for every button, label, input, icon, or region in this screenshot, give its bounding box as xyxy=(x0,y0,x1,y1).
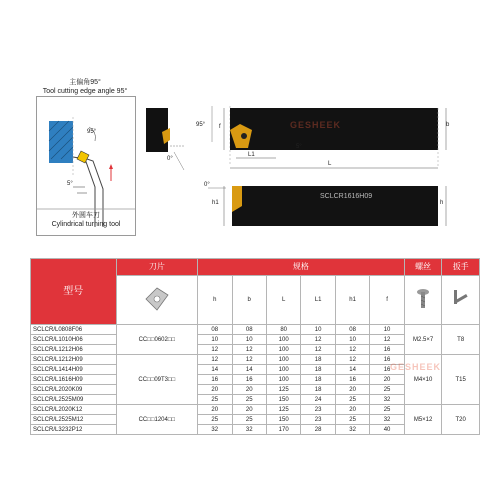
value-cell: 16 xyxy=(370,345,404,355)
screw-icon xyxy=(412,286,434,312)
value-cell: 25 xyxy=(335,415,369,425)
front-0deg-label: 0° xyxy=(167,156,173,162)
insert-group-1: CC□□0602□□ xyxy=(116,325,197,355)
value-cell: 16 xyxy=(370,365,404,375)
side-h-label: h xyxy=(440,200,444,206)
screw-icon-cell xyxy=(404,276,442,325)
value-cell: 125 xyxy=(266,385,300,395)
side-view-body xyxy=(232,186,438,226)
value-cell: 25 xyxy=(232,415,266,425)
value-cell: 12 xyxy=(301,345,335,355)
angle-caption xyxy=(36,78,134,96)
top-95-label: 95° xyxy=(196,122,206,128)
value-cell: 10 xyxy=(370,325,404,335)
spec-table xyxy=(30,258,480,435)
model-cell: SCLCR/L2525M09 xyxy=(31,395,117,405)
value-cell: 32 xyxy=(335,425,369,435)
value-cell: 12 xyxy=(232,355,266,365)
front-view xyxy=(140,106,186,172)
model-cell: SCLCR/L1010H06 xyxy=(31,335,117,345)
value-cell: 18 xyxy=(301,365,335,375)
value-cell: 32 xyxy=(370,395,404,405)
model-cell: SCLCR/L2525M12 xyxy=(31,415,117,425)
screw-group-3: M5×12 xyxy=(404,405,442,435)
value-cell: 16 xyxy=(370,355,404,365)
value-cell: 25 xyxy=(370,385,404,395)
value-cell: 12 xyxy=(198,355,232,365)
angle-caption-en: Tool cutting edge angle 95° xyxy=(42,88,128,95)
value-cell: 16 xyxy=(232,375,266,385)
wrench-icon-cell xyxy=(442,276,480,325)
model-cell: SCLCR/L1414H09 xyxy=(31,365,117,375)
turning-diagram xyxy=(36,96,136,236)
value-cell: 25 xyxy=(198,395,232,405)
value-cell: 150 xyxy=(266,395,300,405)
brand-watermark-top: GESHEEK xyxy=(290,120,342,130)
top-b-label: b xyxy=(446,122,450,128)
value-cell: 14 xyxy=(232,365,266,375)
model-cell: SCLCR/L1212H09 xyxy=(31,355,117,365)
value-cell: 18 xyxy=(301,385,335,395)
value-cell: 20 xyxy=(232,385,266,395)
clamp-screw-icon xyxy=(241,133,247,139)
diagram-95-label: 95° xyxy=(87,129,97,135)
table-row xyxy=(31,325,480,335)
value-cell: 32 xyxy=(232,425,266,435)
value-cell: 12 xyxy=(198,345,232,355)
value-cell: 23 xyxy=(301,405,335,415)
value-cell: 12 xyxy=(335,355,369,365)
wrench-group-3: T20 xyxy=(442,405,480,435)
wrench-group-1: T8 xyxy=(442,325,480,355)
value-cell: 20 xyxy=(198,385,232,395)
value-cell: 100 xyxy=(266,345,300,355)
value-cell: 18 xyxy=(301,375,335,385)
model-cell: SCLCR/L3232P12 xyxy=(31,425,117,435)
value-cell: 28 xyxy=(301,425,335,435)
top-5deg-label: 5° xyxy=(296,144,302,150)
value-cell: 100 xyxy=(266,365,300,375)
top-L-label: L xyxy=(328,161,332,167)
value-cell: 10 xyxy=(232,335,266,345)
insert-icon-cell xyxy=(116,276,197,325)
wrench-group-2: T15 xyxy=(442,355,480,405)
header-wrench: 扳手 xyxy=(442,259,480,276)
value-cell: 20 xyxy=(232,405,266,415)
value-cell: 10 xyxy=(198,335,232,345)
value-cell: 20 xyxy=(335,385,369,395)
col-L: L xyxy=(266,276,300,325)
col-L1: L1 xyxy=(301,276,335,325)
value-cell: 125 xyxy=(266,405,300,415)
value-cell: 170 xyxy=(266,425,300,435)
value-cell: 12 xyxy=(335,345,369,355)
header-insert: 刀片 xyxy=(116,259,197,276)
value-cell: 100 xyxy=(266,355,300,365)
value-cell: 14 xyxy=(198,365,232,375)
screw-group-2: M4×10 xyxy=(404,355,442,405)
turning-caption xyxy=(37,211,135,229)
wrench-icon xyxy=(450,286,472,312)
col-h1: h1 xyxy=(335,276,369,325)
value-cell: 10 xyxy=(301,325,335,335)
value-cell: 18 xyxy=(301,355,335,365)
brand-watermark-table: GESHEEK xyxy=(390,362,442,372)
header-spec: 规格 xyxy=(198,259,405,276)
insert-group-2: CC□□09T3□□ xyxy=(116,355,197,405)
col-h: h xyxy=(198,276,232,325)
value-cell: 08 xyxy=(232,325,266,335)
value-cell: 20 xyxy=(370,375,404,385)
value-cell: 150 xyxy=(266,415,300,425)
value-cell: 24 xyxy=(301,395,335,405)
value-cell: 32 xyxy=(370,415,404,425)
value-cell: 08 xyxy=(198,325,232,335)
value-cell: 12 xyxy=(232,345,266,355)
insert-icon xyxy=(144,286,170,312)
header-screw: 螺丝 xyxy=(404,259,442,276)
turning-caption-cn: 外圆车刀 xyxy=(72,212,100,219)
header-model: 型号 xyxy=(31,259,117,325)
value-cell: 25 xyxy=(232,395,266,405)
turning-caption-en: Cylindrical turning tool xyxy=(51,221,121,228)
model-cell: SCLCR/L1212H06 xyxy=(31,345,117,355)
col-b: b xyxy=(232,276,266,325)
side-view xyxy=(206,176,456,236)
model-cell: SCLCR/L1616H09 xyxy=(31,375,117,385)
value-cell: 12 xyxy=(370,335,404,345)
insert-group-3: CC□□1204□□ xyxy=(116,405,197,435)
value-cell: 100 xyxy=(266,335,300,345)
value-cell: 100 xyxy=(266,375,300,385)
insert-shape xyxy=(77,151,89,163)
value-cell: 25 xyxy=(335,395,369,405)
value-cell: 32 xyxy=(198,425,232,435)
value-cell: 16 xyxy=(335,375,369,385)
front-view-body xyxy=(146,108,168,152)
value-cell: 25 xyxy=(198,415,232,425)
value-cell: 10 xyxy=(335,335,369,345)
model-cell: SCLCR/L2020K12 xyxy=(31,405,117,415)
table-row xyxy=(31,405,480,415)
top-f-label: f xyxy=(219,124,221,130)
angle-caption-cn: 主偏角95° xyxy=(69,79,101,86)
diagram-5deg-label: 5° xyxy=(67,181,73,187)
value-cell: 23 xyxy=(301,415,335,425)
side-0deg-label: 0° xyxy=(204,182,210,188)
value-cell: 20 xyxy=(198,405,232,415)
screw-group-1: M2.5×7 xyxy=(404,325,442,355)
value-cell: 08 xyxy=(335,325,369,335)
model-cell: SCLCR/L2020K09 xyxy=(31,385,117,395)
value-cell: 14 xyxy=(335,365,369,375)
value-cell: 80 xyxy=(266,325,300,335)
value-cell: 16 xyxy=(198,375,232,385)
value-cell: 12 xyxy=(301,335,335,345)
value-cell: 40 xyxy=(370,425,404,435)
side-h1-label: h1 xyxy=(212,200,219,206)
side-tool-code: SCLCR1616H09 xyxy=(320,193,373,200)
model-cell: SCLCR/L0808F06 xyxy=(31,325,117,335)
value-cell: 20 xyxy=(335,405,369,415)
col-f: f xyxy=(370,276,404,325)
value-cell: 25 xyxy=(370,405,404,415)
top-L1-label: L1 xyxy=(248,152,255,158)
